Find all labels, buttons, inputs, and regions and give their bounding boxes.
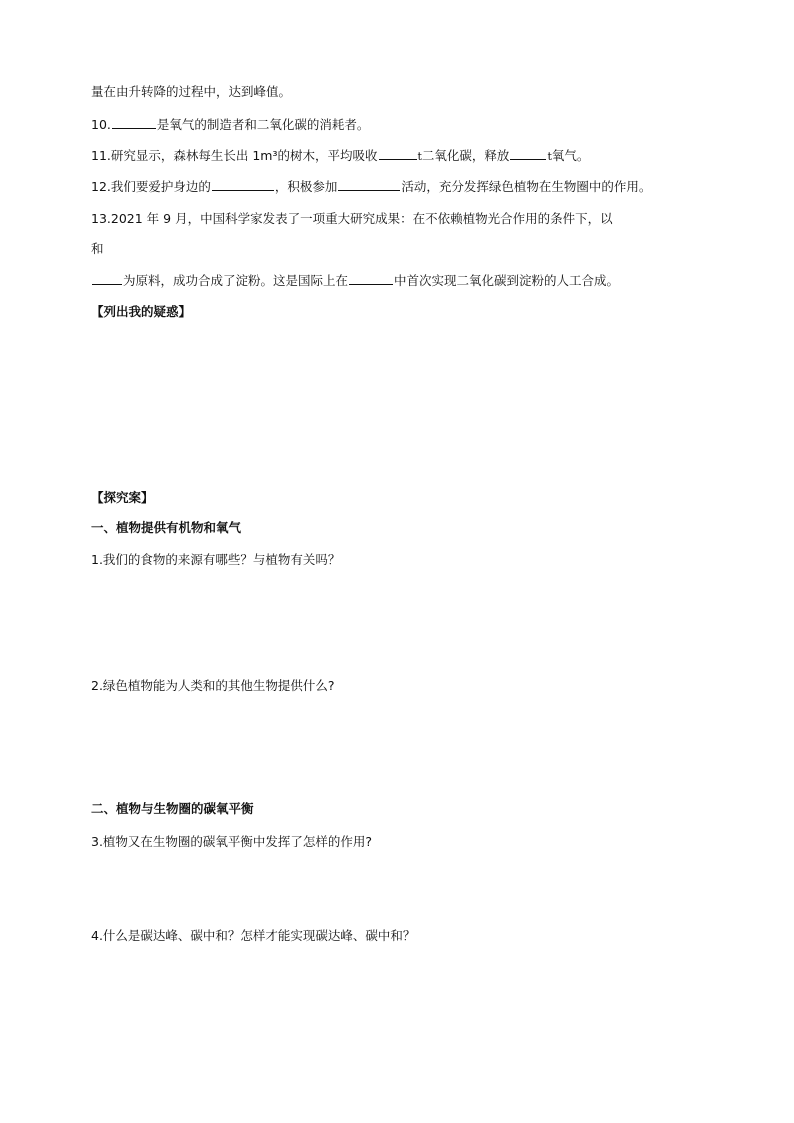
section-1-title: 一、植物提供有机物和氧气 [91,520,242,535]
q13-blank-1[interactable] [92,272,122,285]
q12-text-b: ，积极参加 [274,179,338,194]
question-13-line3 [91,272,619,290]
q12-text-a: 12.我们要爱护身边的 [91,179,211,194]
q11-unit-2: t [547,150,552,163]
q11-blank-2[interactable] [510,147,546,160]
q12-blank-1[interactable] [212,178,274,191]
q13-text-c: 为原料，成功合成了淀粉。这是国际上在 [123,273,349,288]
q11-text-c: 氧气。 [551,148,590,163]
q11-unit-1: t [417,150,422,163]
q10-number: 10. [91,117,111,132]
question-12 [91,178,651,196]
q10-blank[interactable] [112,116,156,129]
q11-blank-1[interactable] [379,147,417,160]
q13-text-d: 中首次实现二氧化碳到淀粉的人工合成。 [394,273,620,288]
q12-text-c: 活动，充分发挥绿色植物在生物圈中的作用。 [401,179,652,194]
heading-explore: 【探究案】 [91,490,154,505]
question-13-line1: 13.2021 年 9 月，中国科学家发表了一项重大研究成果：在不依赖植物光合作用的条件下，以 [91,211,613,226]
question-11 [91,147,589,166]
q11-text-a: 11.研究显示，森林每生长出 1m³的树木，平均吸收 [91,148,378,163]
q13-blank-2[interactable] [349,272,393,285]
section-2-title: 二、植物与生物圈的碳氧平衡 [91,801,254,816]
line-peak: 量在由升转降的过程中，达到峰值。 [91,84,292,99]
question-2: 2.绿色植物能为人类和的其他生物提供什么? [91,678,335,693]
q12-blank-2[interactable] [338,178,400,191]
q11-text-b: 二氧化碳，释放 [421,148,510,163]
question-4: 4.什么是碳达峰、碳中和？怎样才能实现碳达峰、碳中和？ [91,928,416,943]
question-3: 3.植物又在生物圈的碳氧平衡中发挥了怎样的作用? [91,834,373,849]
question-1: 1.我们的食物的来源有哪些？与植物有关吗？ [91,552,341,567]
q10-text: 是氧气的制造者和二氧化碳的消耗者。 [156,117,370,132]
question-13-line2: 和 [91,241,104,256]
question-10 [91,116,369,134]
heading-doubts: 【列出我的疑惑】 [91,304,192,319]
